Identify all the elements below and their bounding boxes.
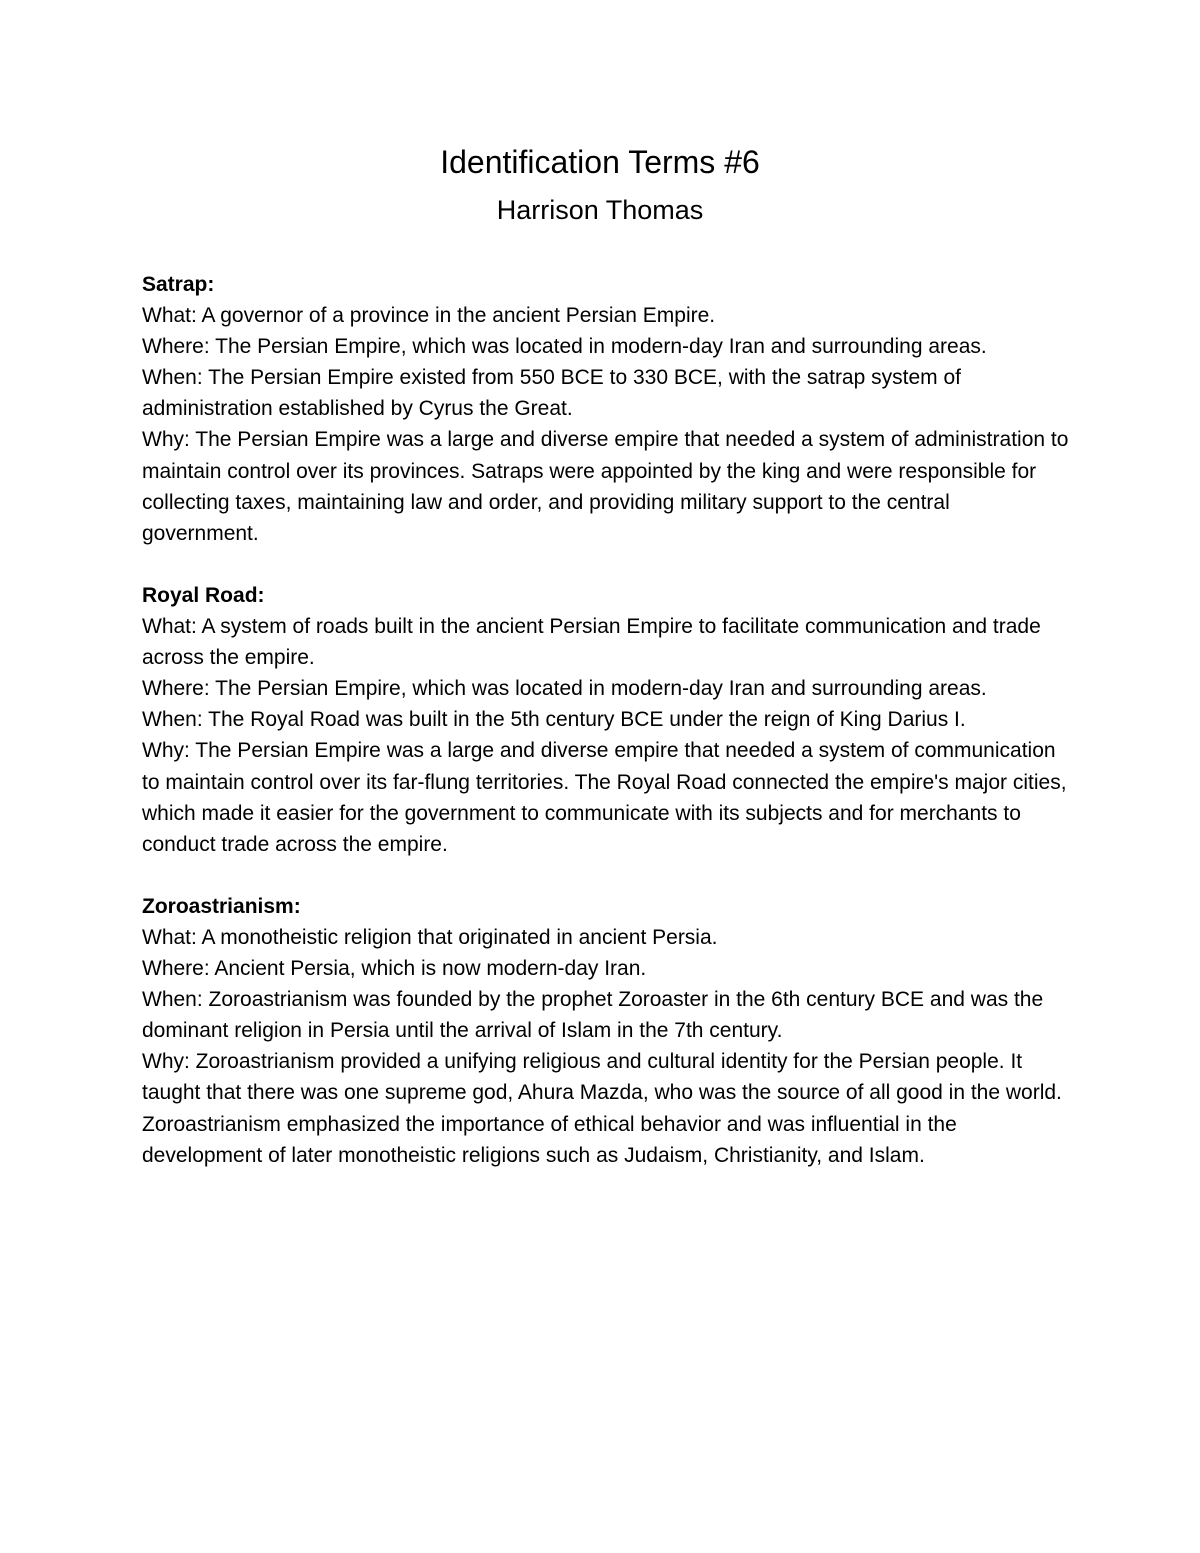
term-heading: Royal Road:: [142, 583, 265, 607]
term-when: When: The Persian Empire existed from 550 BCE to 330 BCE, with the satrap system of administration established by Cyrus the Great.: [142, 366, 961, 421]
term-what: What: A system of roads built in the ancient Persian Empire to facilitate communication and trade across the empire.: [142, 615, 1041, 670]
document-header: [0, 140, 1200, 230]
term-where: Where: The Persian Empire, which was located in modern-day Iran and surrounding areas.: [142, 677, 987, 701]
term-when: When: The Royal Road was built in the 5th century BCE under the reign of King Darius I.: [142, 708, 966, 732]
term-when: When: Zoroastrianism was founded by the prophet Zoroaster in the 6th century BCE and was the dominant religion in Persia until the arrival of Islam in the 7th century.: [142, 988, 1044, 1043]
term-why: Why: The Persian Empire was a large and diverse empire that needed a system of communication to maintain control over its far-flung territories. The Royal Road connected the empire's major cities, which made it easier for the government to communicate with its subjects and for merchants to conduct trade across the empire.: [142, 739, 1067, 856]
term-section-satrap: [142, 269, 1072, 549]
term-section-royal-road: [142, 580, 1072, 860]
document-title: Identification Terms #6: [440, 144, 760, 180]
document-author: Harrison Thomas: [496, 195, 704, 225]
term-heading: Zoroastrianism:: [142, 894, 301, 918]
document-body: [142, 269, 1072, 1202]
term-why: Why: Zoroastrianism provided a unifying religious and cultural identity for the Persian people. It taught that there was one supreme god, Ahura Mazda, who was the source of all good in the world. Zoroastrianism emphasized the importance of ethical behavior and was influential in the development of later monotheistic religions such as Judaism, Christianity, and Islam.: [142, 1050, 1062, 1167]
term-what: What: A governor of a province in the ancient Persian Empire.: [142, 304, 716, 328]
term-where: Where: The Persian Empire, which was located in modern-day Iran and surrounding areas.: [142, 335, 987, 359]
term-what: What: A monotheistic religion that originated in ancient Persia.: [142, 925, 718, 949]
term-heading: Satrap:: [142, 273, 215, 296]
term-why: Why: The Persian Empire was a large and diverse empire that needed a system of administration to maintain control over its provinces. Satraps were appointed by the king and were responsible for collecting taxes, maintaining law and order, and providing military support to the central government.: [142, 428, 1069, 545]
term-section-zoroastrianism: [142, 891, 1072, 1171]
term-where: Where: Ancient Persia, which is now modern-day Iran.: [142, 957, 647, 981]
